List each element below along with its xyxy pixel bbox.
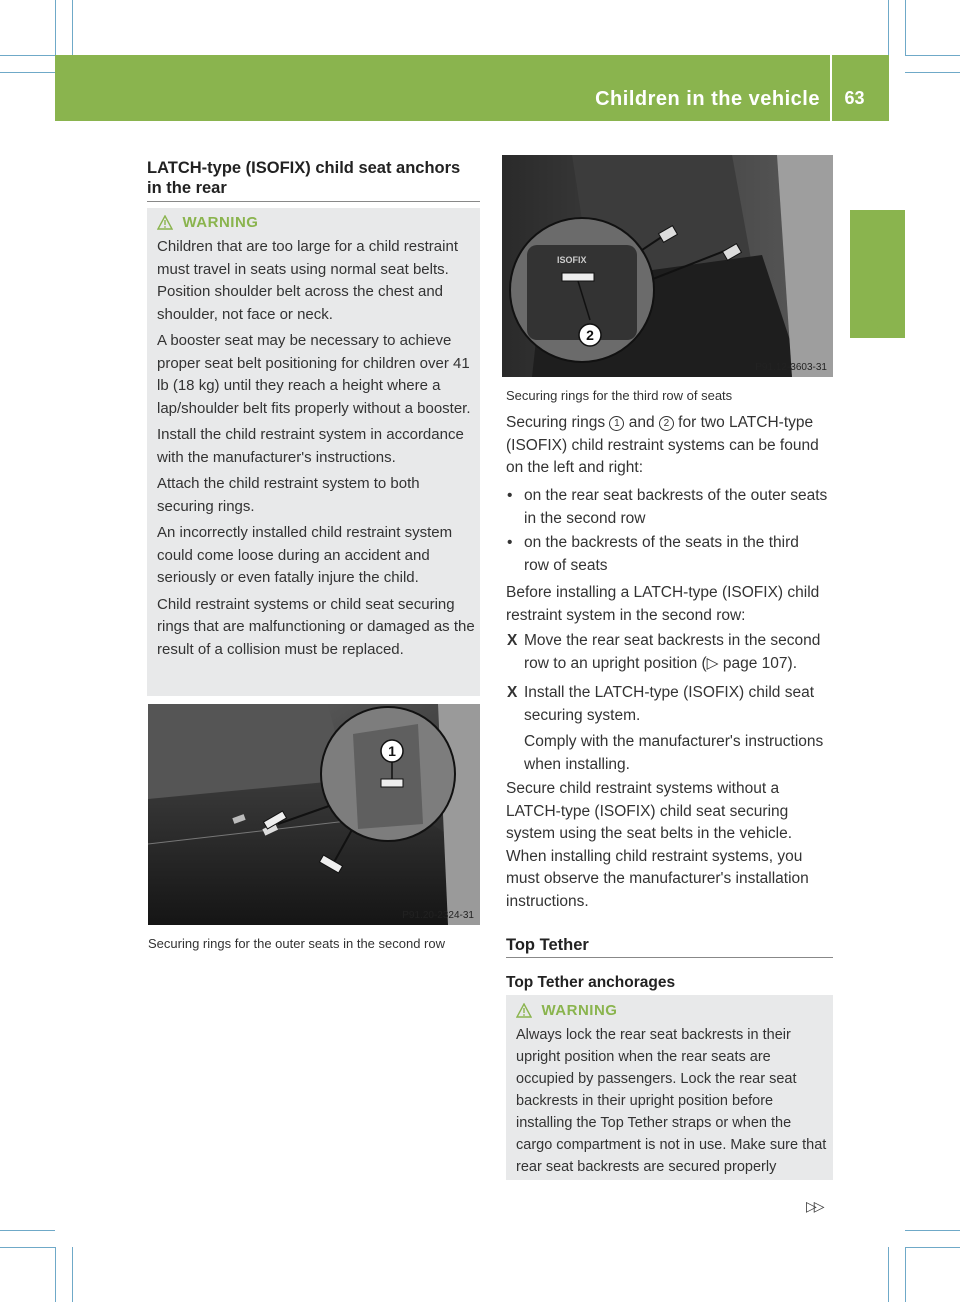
warning-title: WARNING [541, 1002, 618, 1019]
warning-paragraph: Install the child restraint system in accordance with the manufacturer's instructions. [157, 426, 464, 466]
crop-mark [888, 1247, 889, 1302]
second-row-seat-photo [148, 704, 480, 925]
intro-paragraph [506, 412, 836, 480]
section-rule [506, 957, 833, 958]
secure-paragraph: Secure child restraint systems without a LATCH-type (ISOFIX) child seat securing system using the seat belts in the vehicle. When installing child restraint systems, you must observe the manufacturer's installation instructions. [506, 780, 809, 910]
step-list [506, 630, 831, 727]
crop-mark [72, 1247, 73, 1302]
list-item-text: on the rear seat backrests of the outer seats in the second row [524, 487, 828, 527]
crop-mark [72, 0, 73, 55]
section-title-line1: LATCH-type (ISOFIX) child seat anchors [147, 159, 461, 177]
top-tether-heading: Top Tether [506, 936, 589, 954]
warning-header [157, 214, 258, 235]
crop-mark [905, 0, 906, 55]
warning-paragraph: Children that are too large for a child restraint must travel in seats using normal seat belts. Position shoulder belt across the chest and shoulder, not face or neck. [157, 238, 458, 323]
bullet-mark: • [507, 487, 513, 504]
section-rule [147, 201, 480, 202]
crop-mark [888, 0, 889, 55]
figure-caption: Securing rings for the third row of seats [506, 388, 733, 403]
page-number: 63 [844, 88, 865, 108]
crop-mark [905, 1247, 906, 1302]
photo-callout-2: 2 [586, 327, 594, 343]
figure-caption: Securing rings for the outer seats in the second row [148, 936, 445, 951]
callout-number-2: 2 [659, 416, 674, 431]
intro-text-b: and [624, 414, 659, 431]
warning-icon [516, 1003, 532, 1023]
third-row-seat-photo [502, 155, 833, 377]
warning-text: Always lock the rear seat backrests in their upright position when the rear seats are occupied by passengers. Lock the rear seat backrests in their upright position before installing the Top Tether straps or when the cargo compartment is not in use. Make sure that rear seat backrests are secured properly [516, 1027, 827, 1175]
warning-paragraph: Attach the child restraint system to both securing rings. [157, 475, 420, 515]
step-arrow-icon: X [507, 684, 518, 701]
photo-code: P91.12-3603-31 [755, 362, 827, 373]
warning-text [157, 236, 477, 665]
warning-paragraph: An incorrectly installed child restraint system could come loose during an accident and seriously or even fatally injure the child. [157, 524, 453, 586]
warning-paragraph: Child restraint systems or child seat securing rings that are malfunctioning or damaged as the result of a collision must be replaced. [157, 595, 475, 658]
crop-mark [905, 72, 960, 73]
crop-mark [0, 1247, 55, 1248]
step-item [506, 630, 831, 675]
step-note: Comply with the manufacturer's instructions when installing. [524, 733, 824, 773]
side-tab-label-wrap [842, 236, 912, 336]
crop-mark [0, 1230, 55, 1231]
crop-mark [905, 55, 960, 56]
list-item-text: on the backrests of the seats in the third row of seats [524, 534, 799, 574]
step-text: Install the LATCH-type (ISOFIX) child seat securing system. [524, 684, 815, 724]
step-arrow-icon: X [507, 632, 518, 649]
side-tab-label: Safety [862, 272, 885, 336]
callout-number-1: 1 [609, 416, 624, 431]
before-paragraph: Before installing a LATCH-type (ISOFIX) child restraint system in the second row: [506, 584, 820, 624]
step-item [506, 682, 831, 727]
crop-mark [0, 72, 55, 73]
crop-mark [905, 1247, 960, 1248]
intro-text-c: for two LATCH-type (ISOFIX) child restraint systems can be found on the left and right: [506, 414, 819, 476]
continue-icon: ▷▷ [806, 1198, 822, 1214]
intro-text-a: Securing rings [506, 414, 610, 431]
list-item [506, 485, 828, 530]
warning-icon [157, 215, 173, 235]
photo-code: P91.20-2324-31 [402, 910, 474, 921]
crop-mark [55, 1247, 56, 1302]
location-list [506, 485, 828, 577]
list-item [506, 532, 828, 577]
step-text: Move the rear seat backrests in the second row to an upright position (▷ page 107). [524, 632, 821, 672]
crop-mark [55, 0, 56, 55]
warning-header [516, 1002, 617, 1023]
warning-paragraph: A booster seat may be necessary to achieve proper seat belt positioning for children over 41 lb (18 kg) until they reach a height where a lap/shoulder belt fits properly without a booster. [157, 332, 471, 417]
crop-mark [905, 1230, 960, 1231]
page-title: Children in the vehicle [595, 88, 820, 110]
bullet-mark: • [507, 534, 513, 551]
photo-callout-1: 1 [388, 743, 396, 759]
section-title [147, 158, 487, 198]
crop-mark [0, 55, 55, 56]
anchorages-heading: Top Tether anchorages [506, 974, 676, 991]
warning-title: WARNING [182, 214, 259, 231]
isofix-label: ISOFIX [557, 255, 587, 265]
section-title-line2: in the rear [147, 179, 227, 197]
